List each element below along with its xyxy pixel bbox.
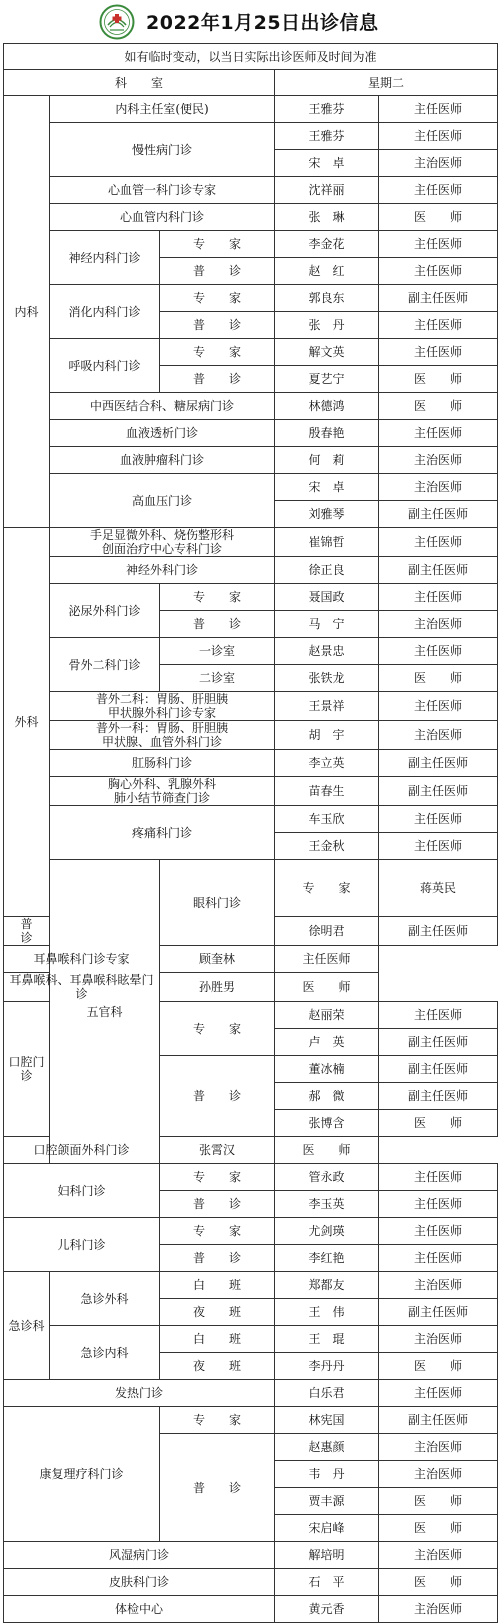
doctor-cell: 马 宁 xyxy=(275,611,379,638)
schedule-row xyxy=(4,393,498,420)
sub-cell: 普 诊 xyxy=(160,312,275,339)
doctor-cell: 王雅芬 xyxy=(275,96,379,123)
doctor-cell: 蒋英民 xyxy=(379,860,498,917)
hospital-logo-icon xyxy=(98,4,136,40)
title-cell: 主任医师 xyxy=(379,1245,498,1272)
sub-cell: 夜 班 xyxy=(160,1353,275,1380)
schedule-row xyxy=(4,806,498,833)
dept-cell: 眼科门诊 xyxy=(160,860,275,946)
title-cell: 副主任医师 xyxy=(379,557,498,584)
title-cell: 医 师 xyxy=(379,1353,498,1380)
title-cell: 副主任医师 xyxy=(379,1056,498,1083)
dept-cell: 慢性病门诊 xyxy=(50,123,275,177)
title-cell: 主任医师 xyxy=(379,692,498,721)
title-cell: 医 师 xyxy=(275,973,379,1002)
doctor-cell: 刘雅琴 xyxy=(275,501,379,528)
dept-cell: 神经内科门诊 xyxy=(50,231,160,285)
title-cell: 医 师 xyxy=(379,393,498,420)
title-cell: 副主任医师 xyxy=(379,501,498,528)
doctor-cell: 贾丰源 xyxy=(275,1488,379,1515)
dept-cell: 耳鼻喉科、耳鼻喉科眩晕门诊 xyxy=(4,973,160,1002)
title-cell: 主任医师 xyxy=(275,946,379,973)
doctor-cell: 徐正良 xyxy=(275,557,379,584)
header-row xyxy=(4,70,498,96)
title-cell: 主治医师 xyxy=(379,150,498,177)
category-cell: 外科 xyxy=(4,528,50,917)
title-cell: 主任医师 xyxy=(379,833,498,860)
title-cell: 主任医师 xyxy=(379,584,498,611)
dept-cell: 手足显微外科、烧伤整形科 创面治疗中心专科门诊 xyxy=(50,528,275,557)
title-cell: 主任医师 xyxy=(379,96,498,123)
doctor-cell: 王雅芬 xyxy=(275,123,379,150)
title-cell: 主任医师 xyxy=(379,1002,498,1029)
doctor-cell: 张博含 xyxy=(275,1110,379,1137)
title-cell: 医 师 xyxy=(379,366,498,393)
title-cell: 医 师 xyxy=(379,1569,498,1596)
doctor-cell: 宋启峰 xyxy=(275,1515,379,1542)
dept-cell: 儿科门诊 xyxy=(4,1218,160,1272)
category-cell: 内科 xyxy=(4,96,50,528)
dept-cell: 急诊内科 xyxy=(50,1326,160,1380)
schedule-row xyxy=(4,447,498,474)
sub-cell: 普 诊 xyxy=(160,611,275,638)
dept-cell: 普外二科：胃肠、肝胆胰 甲状腺外科门诊专家 xyxy=(50,692,275,721)
title-cell: 医 师 xyxy=(379,665,498,692)
schedule-row xyxy=(4,1569,498,1596)
title-cell: 主任医师 xyxy=(379,123,498,150)
doctor-cell: 苗春生 xyxy=(275,777,379,806)
doctor-cell: 郑都友 xyxy=(275,1272,379,1299)
schedule-row xyxy=(4,204,498,231)
title-cell: 医 师 xyxy=(379,1515,498,1542)
title-cell: 主治医师 xyxy=(379,721,498,750)
doctor-cell: 尤剑瑛 xyxy=(275,1218,379,1245)
dept-cell: 疼痛科门诊 xyxy=(50,806,275,860)
doctor-cell: 殷春艳 xyxy=(275,420,379,447)
doctor-cell: 夏艺宁 xyxy=(275,366,379,393)
day-header: 星期二 xyxy=(275,70,498,96)
dept-cell: 骨外二科门诊 xyxy=(50,638,160,692)
schedule-row xyxy=(4,946,498,973)
title-cell: 医 师 xyxy=(379,204,498,231)
title-cell: 主任医师 xyxy=(379,1191,498,1218)
page-header xyxy=(0,0,500,45)
dept-header: 科 室 xyxy=(4,70,275,96)
schedule-row xyxy=(4,528,498,557)
schedule-row xyxy=(4,1326,498,1353)
schedule-row xyxy=(4,1407,498,1434)
title-cell: 主任医师 xyxy=(379,638,498,665)
doctor-cell: 孙胜男 xyxy=(160,973,275,1002)
sub-cell: 普 诊 xyxy=(160,366,275,393)
title-cell: 副主任医师 xyxy=(379,777,498,806)
doctor-cell: 李玉英 xyxy=(275,1191,379,1218)
schedule-row xyxy=(4,177,498,204)
category-cell: 五官科 xyxy=(50,860,160,1164)
sub-cell: 普 诊 xyxy=(160,258,275,285)
dept-cell: 高血压门诊 xyxy=(50,474,275,528)
dept-cell: 口腔门诊 xyxy=(4,1002,50,1137)
dept-cell: 血液肿瘤科门诊 xyxy=(50,447,275,474)
sub-cell: 专 家 xyxy=(160,285,275,312)
dept-cell: 心血管内科门诊 xyxy=(50,204,275,231)
title-cell: 副主任医师 xyxy=(379,285,498,312)
dept-cell: 口腔颌面外科门诊 xyxy=(4,1137,160,1164)
title-cell: 主任医师 xyxy=(379,258,498,285)
title-cell: 主治医师 xyxy=(379,447,498,474)
schedule-row xyxy=(4,584,498,611)
sub-cell: 普 诊 xyxy=(4,917,50,946)
title-cell: 主治医师 xyxy=(379,1596,498,1623)
category-cell: 急诊科 xyxy=(4,1272,50,1380)
dept-cell: 神经外科门诊 xyxy=(50,557,275,584)
schedule-row xyxy=(4,1380,498,1407)
schedule-row xyxy=(4,721,498,750)
sub-cell: 一诊室 xyxy=(160,638,275,665)
schedule-row xyxy=(4,339,498,366)
doctor-cell: 赵 红 xyxy=(275,258,379,285)
doctor-cell: 黄元香 xyxy=(275,1596,379,1623)
schedule-row xyxy=(4,285,498,312)
dept-cell: 康复理疗科门诊 xyxy=(4,1407,160,1542)
doctor-cell: 白乐君 xyxy=(275,1380,379,1407)
doctor-cell: 解培明 xyxy=(275,1542,379,1569)
title-cell: 主任医师 xyxy=(379,1218,498,1245)
sub-cell: 普 诊 xyxy=(160,1056,275,1137)
dept-cell: 急诊外科 xyxy=(50,1272,160,1326)
doctor-cell: 王 琨 xyxy=(275,1326,379,1353)
title-cell: 主任医师 xyxy=(379,528,498,557)
schedule-row xyxy=(4,1137,498,1164)
doctor-cell: 卢 英 xyxy=(275,1029,379,1056)
schedule-row xyxy=(4,973,498,1002)
title-cell: 主治医师 xyxy=(379,1542,498,1569)
doctor-cell: 徐明君 xyxy=(275,917,379,946)
sub-cell: 普 诊 xyxy=(160,1191,275,1218)
dept-cell: 呼吸内科门诊 xyxy=(50,339,160,393)
dept-cell: 胸心外科、乳腺外科 肺小结节筛查门诊 xyxy=(50,777,275,806)
sub-cell: 专 家 xyxy=(160,584,275,611)
schedule-row xyxy=(4,777,498,806)
doctor-cell: 顾奎林 xyxy=(160,946,275,973)
dept-cell: 消化内科门诊 xyxy=(50,285,160,339)
dept-cell: 内科主任室(便民) xyxy=(50,96,275,123)
title-cell: 医 师 xyxy=(275,1137,379,1164)
doctor-cell: 郭良东 xyxy=(275,285,379,312)
title-cell: 副主任医师 xyxy=(379,917,498,946)
schedule-row xyxy=(4,231,498,258)
schedule-row xyxy=(4,860,498,917)
sub-cell: 普 诊 xyxy=(160,1434,275,1542)
page-title: 2022年1月25日出诊信息 xyxy=(146,12,379,34)
doctor-cell: 林德鸿 xyxy=(275,393,379,420)
schedule-table xyxy=(3,43,498,1623)
notice-row xyxy=(4,44,498,70)
title-cell: 副主任医师 xyxy=(379,1029,498,1056)
schedule-row xyxy=(4,638,498,665)
schedule-row xyxy=(4,692,498,721)
dept-cell: 耳鼻喉科门诊专家 xyxy=(4,946,160,973)
dept-cell: 皮肤科门诊 xyxy=(4,1569,275,1596)
notice-cell: 如有临时变动，以当日实际出诊医师及时间为准 xyxy=(4,44,498,70)
sub-cell: 专 家 xyxy=(160,231,275,258)
schedule-row xyxy=(4,750,498,777)
title-cell: 主治医师 xyxy=(379,1326,498,1353)
doctor-cell: 王金秋 xyxy=(275,833,379,860)
dept-cell: 妇科门诊 xyxy=(4,1164,160,1218)
title-cell: 副主任医师 xyxy=(379,1407,498,1434)
title-cell: 主治医师 xyxy=(379,1461,498,1488)
title-cell: 主治医师 xyxy=(379,1272,498,1299)
title-cell: 主治医师 xyxy=(379,1434,498,1461)
schedule-row xyxy=(4,1542,498,1569)
title-cell: 主任医师 xyxy=(379,1164,498,1191)
sub-cell: 白 班 xyxy=(160,1272,275,1299)
dept-cell: 泌尿外科门诊 xyxy=(50,584,160,638)
title-cell: 主任医师 xyxy=(379,339,498,366)
doctor-cell: 管永政 xyxy=(275,1164,379,1191)
doctor-cell: 胡 宇 xyxy=(275,721,379,750)
title-cell: 主治医师 xyxy=(379,611,498,638)
doctor-cell: 崔锦哲 xyxy=(275,528,379,557)
doctor-cell: 董冰楠 xyxy=(275,1056,379,1083)
schedule-row xyxy=(4,1164,498,1191)
title-cell: 主任医师 xyxy=(379,231,498,258)
doctor-cell: 解文英 xyxy=(275,339,379,366)
sub-cell: 专 家 xyxy=(275,860,379,917)
doctor-cell: 李红艳 xyxy=(275,1245,379,1272)
schedule-row xyxy=(4,420,498,447)
sub-cell: 普 诊 xyxy=(160,1245,275,1272)
schedule-row xyxy=(4,123,498,150)
schedule-row xyxy=(4,96,498,123)
title-cell: 副主任医师 xyxy=(379,1083,498,1110)
doctor-cell: 石 平 xyxy=(275,1569,379,1596)
doctor-cell: 宋 卓 xyxy=(275,474,379,501)
sub-cell: 专 家 xyxy=(160,1164,275,1191)
title-cell: 主任医师 xyxy=(379,1380,498,1407)
schedule-row xyxy=(4,557,498,584)
sub-cell: 专 家 xyxy=(160,339,275,366)
doctor-cell: 赵丽荣 xyxy=(275,1002,379,1029)
title-cell: 副主任医师 xyxy=(379,750,498,777)
sub-cell: 夜 班 xyxy=(160,1299,275,1326)
doctor-cell: 赵惠颜 xyxy=(275,1434,379,1461)
dept-cell: 普外一科：胃肠、肝胆胰 甲状腺、血管外科门诊 xyxy=(50,721,275,750)
doctor-cell: 王景祥 xyxy=(275,692,379,721)
doctor-cell: 林宪国 xyxy=(275,1407,379,1434)
schedule-row xyxy=(4,474,498,501)
doctor-cell: 车玉欣 xyxy=(275,806,379,833)
doctor-cell: 李立英 xyxy=(275,750,379,777)
schedule-row xyxy=(4,1596,498,1623)
title-cell: 主任医师 xyxy=(379,312,498,339)
doctor-cell: 沈祥丽 xyxy=(275,177,379,204)
doctor-cell: 郝 微 xyxy=(275,1083,379,1110)
doctor-cell: 何 莉 xyxy=(275,447,379,474)
doctor-cell: 赵景忠 xyxy=(275,638,379,665)
doctor-cell: 张 丹 xyxy=(275,312,379,339)
title-cell: 副主任医师 xyxy=(379,1299,498,1326)
title-cell: 医 师 xyxy=(379,1110,498,1137)
dept-cell: 风湿病门诊 xyxy=(4,1542,275,1569)
doctor-cell: 李丹丹 xyxy=(275,1353,379,1380)
sub-cell: 专 家 xyxy=(160,1407,275,1434)
dept-cell: 中西医结合科、糖尿病门诊 xyxy=(50,393,275,420)
sub-cell: 白 班 xyxy=(160,1326,275,1353)
doctor-cell: 宋 卓 xyxy=(275,150,379,177)
doctor-cell: 张 琳 xyxy=(275,204,379,231)
dept-cell: 发热门诊 xyxy=(4,1380,275,1407)
title-cell: 主治医师 xyxy=(379,474,498,501)
doctor-cell: 李金花 xyxy=(275,231,379,258)
doctor-cell: 张铁龙 xyxy=(275,665,379,692)
schedule-row xyxy=(4,1218,498,1245)
title-cell: 医 师 xyxy=(379,1488,498,1515)
doctor-cell: 王 伟 xyxy=(275,1299,379,1326)
doctor-cell: 韦 丹 xyxy=(275,1461,379,1488)
title-cell: 主任医师 xyxy=(379,177,498,204)
sub-cell: 专 家 xyxy=(160,1002,275,1056)
title-cell: 主任医师 xyxy=(379,420,498,447)
sub-cell: 专 家 xyxy=(160,1218,275,1245)
sub-cell: 二诊室 xyxy=(160,665,275,692)
dept-cell: 肛肠科门诊 xyxy=(50,750,275,777)
schedule-row xyxy=(4,1272,498,1299)
doctor-cell: 张霄汉 xyxy=(160,1137,275,1164)
dept-cell: 血液透析门诊 xyxy=(50,420,275,447)
title-cell: 主任医师 xyxy=(379,806,498,833)
doctor-cell: 聂国政 xyxy=(275,584,379,611)
dept-cell: 体检中心 xyxy=(4,1596,275,1623)
dept-cell: 心血管一科门诊专家 xyxy=(50,177,275,204)
